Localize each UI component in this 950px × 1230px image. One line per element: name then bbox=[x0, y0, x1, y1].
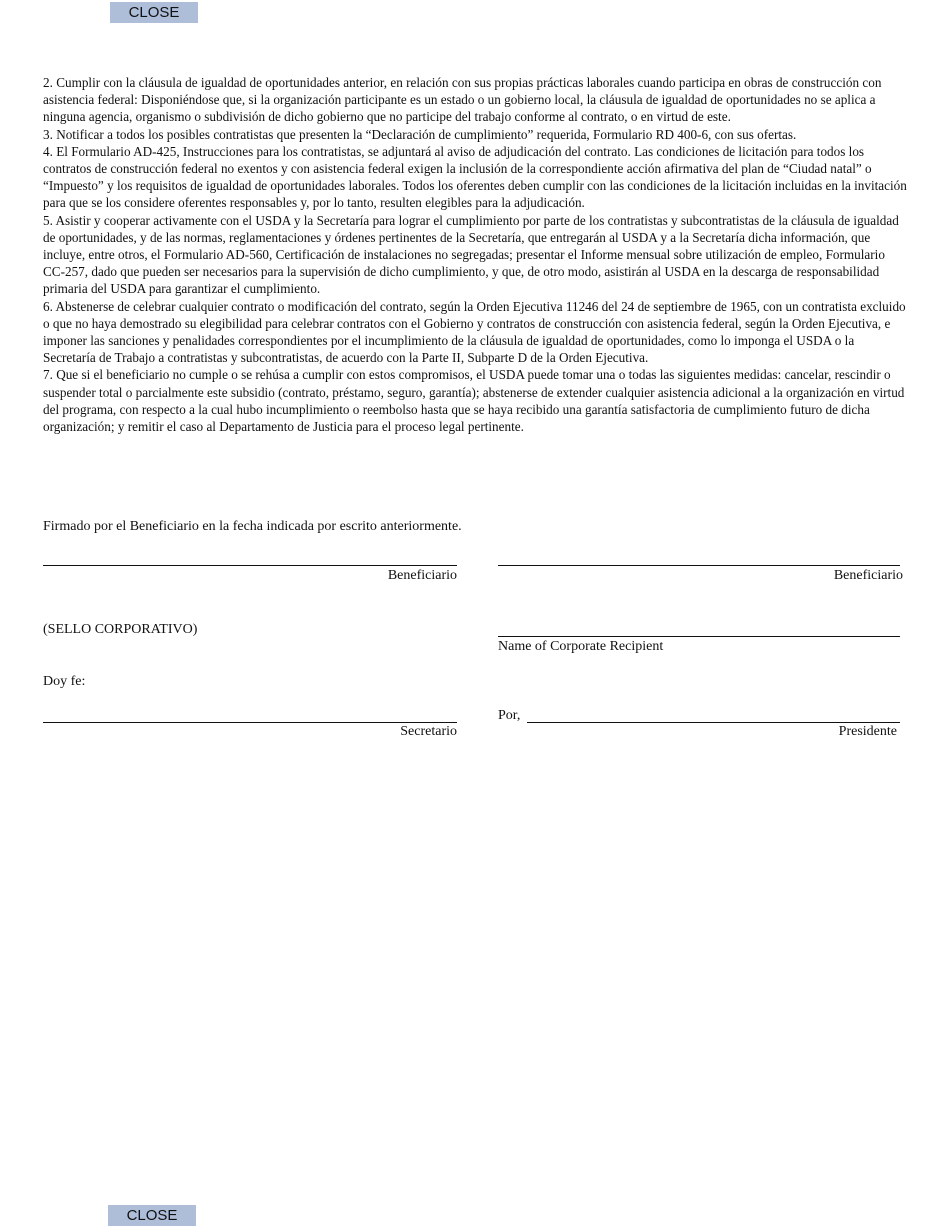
corporate-recipient-line bbox=[498, 636, 900, 637]
paragraph-2: 2. Cumplir con la cláusula de igualdad de oportunidades anterior, en relación con sus propias prácticas laborales cuando participa en obras de construcción con asistencia federal: Disponiéndose que, si la organización participante es un estado o un gobierno local, la cláusula de igualdad de oportunidades no se aplica a ninguna agencia, organismo o subdivisión de dicho gobierno que no participe del trabajo conforme al contrato, o en virtud de este. bbox=[43, 75, 882, 125]
president-signature-line bbox=[527, 722, 900, 723]
beneficiary-signature-line-left bbox=[43, 565, 457, 566]
beneficiary-label-right: Beneficiario bbox=[833, 568, 903, 583]
corporate-seal-label: (SELLO CORPORATIVO) bbox=[43, 622, 198, 637]
attest-label: Doy fe: bbox=[43, 674, 86, 689]
signed-statement: Firmado por el Beneficiario en la fecha indicada por escrito anteriormente. bbox=[43, 519, 462, 534]
paragraph-6: 6. Abstenerse de celebrar cualquier contrato o modificación del contrato, según la Orden Ejecutiva 11246 del 24 de septiembre de 1965, con un contratista excluido o que no haya demostrado su elegibilidad para celebrar contratos con el Gobierno y contratos de construcción con asistencia federal, según la Orden Ejecutiva, e imponer las sanciones y penalidades correspondientes por el incumplimiento de la cláusula de igualdad de oportunidades, como lo imponga el USDA o la Secretaría de Trabajo a contratistas y subcontratistas, de acuerdo con la Parte II, Subparte D de la Orden Ejecutiva. bbox=[43, 298, 906, 366]
secretary-signature-line bbox=[43, 722, 457, 723]
terms-text bbox=[43, 74, 908, 435]
close-button-top[interactable]: CLOSE bbox=[110, 2, 198, 23]
beneficiary-label-left: Beneficiario bbox=[387, 568, 457, 583]
by-label: Por, bbox=[498, 708, 521, 723]
president-label: Presidente bbox=[838, 724, 897, 739]
paragraph-3: 3. Notificar a todos los posibles contratistas que presenten la “Declaración de cumplimiento” requerida, Formulario RD 400-6, con sus ofertas. bbox=[43, 126, 797, 142]
paragraph-7: 7. Que si el beneficiario no cumple o se rehúsa a cumplir con estos compromisos, el USDA puede tomar una o todas las siguientes medidas: cancelar, rescindir o suspender total o parcialmente este subsidio (contrato, préstamo, seguro, garantía); abstenerse de extender cualquier asistencia adicional a la organización en virtud del programa, con respecto a la cual hubo incumplimiento o reembolso hasta que se haya recibido una garantía satisfactoria de cumplimiento futuro de dicha organización; y remitir el caso al Departamento de Justicia para el proceso legal pertinente. bbox=[43, 367, 905, 435]
corporate-recipient-label: Name of Corporate Recipient bbox=[498, 639, 664, 654]
paragraph-5: 5. Asistir y cooperar activamente con el USDA y la Secretaría para lograr el cumplimiento por parte de los contratistas y subcontratistas de la cláusula de igualdad de oportunidades, y de las normas, reglamentaciones y órdenes pertinentes de la Secretaría, que entregarán al USDA y a la Secretaría dicha información, que incluye, entre otros, el Formulario AD-560, Certificación de instalaciones no segregadas; presentar el Informe mensual sobre utilización de empleo, Formulario CC-257, dado que pueden ser necesarios para la supervisión de dicho cumplimiento, y que, de otro modo, asistirán al USDA en la descarga de responsabilidad primaria del USDA para garantizar el cumplimiento. bbox=[43, 212, 899, 297]
paragraph-4: 4. El Formulario AD-425, Instrucciones para los contratistas, se adjuntará al aviso de adjudicación del contrato. Las condiciones de licitación para todos los contratos de construcción federal no exentos y con asistencia federal exigen la inclusión de la correspondiente acción afirmativa del plan de “Ciudad natal” o “Impuesto” y los requisitos de igualdad de oportunidades laborales. Todos los oferentes deben cumplir con las condiciones de la licitación incluidas en la invitación para que se los considere oferentes responsables y, por lo tanto, resulten elegibles para la adjudicación. bbox=[43, 143, 907, 211]
beneficiary-signature-line-right bbox=[498, 565, 900, 566]
secretary-label: Secretario bbox=[400, 724, 457, 739]
close-button-bottom[interactable]: CLOSE bbox=[108, 1205, 196, 1226]
